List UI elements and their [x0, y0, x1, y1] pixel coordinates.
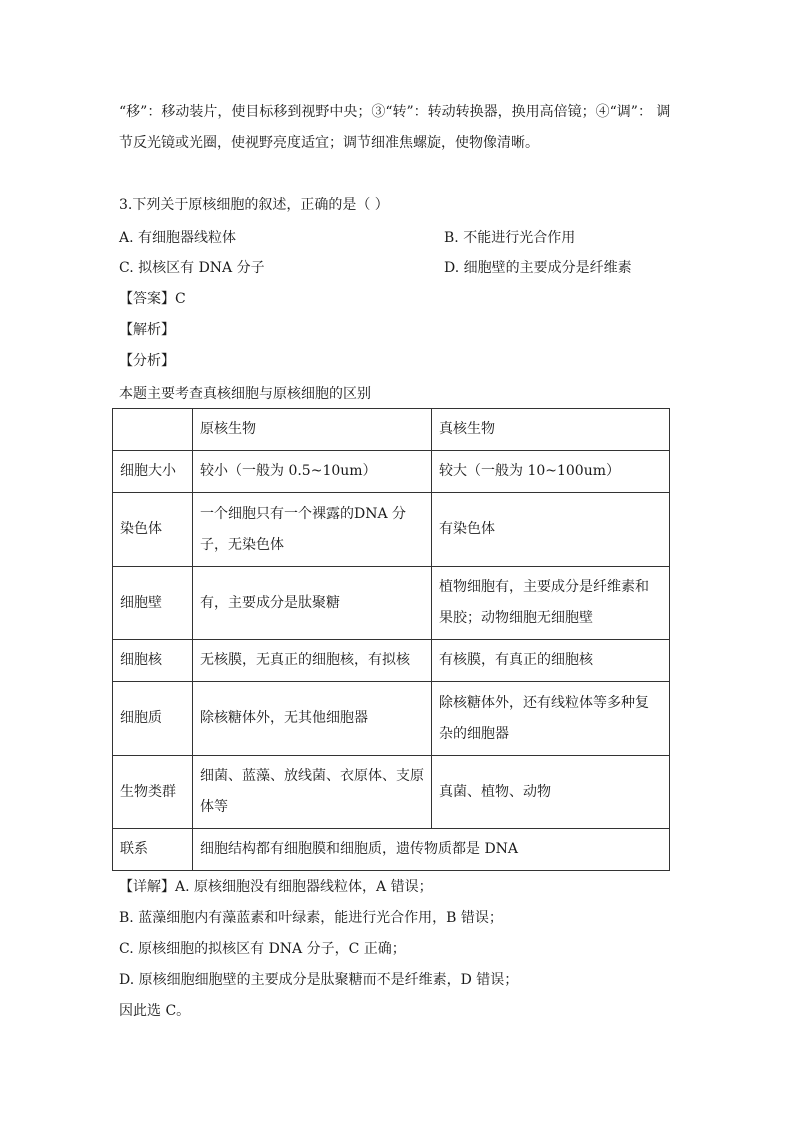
detail-line: 因此选 C。	[119, 1003, 191, 1019]
row-label: 细胞质	[113, 682, 193, 756]
table-row	[113, 682, 670, 756]
row-label: 染色体	[113, 493, 193, 567]
table-header-cell: 原核生物	[193, 409, 432, 451]
row-label: 生物类群	[113, 756, 193, 829]
answer-label: 【答案】C	[119, 291, 186, 307]
detail-line: C. 原核细胞的拟核区有 DNA 分子，C 正确；	[119, 941, 406, 957]
prokaryote-cell: 细菌、蓝藻、放线菌、衣原体、支原体等	[193, 756, 432, 829]
eukaryote-cell: 有核膜，有真正的细胞核	[432, 640, 670, 682]
question-stem: 3.下列关于原核细胞的叙述，正确的是（ ）	[119, 197, 389, 213]
option-a: A. 有细胞器线粒体	[119, 230, 237, 246]
comparison-table	[112, 408, 670, 871]
table-row	[113, 451, 670, 493]
row-label: 联系	[113, 829, 193, 871]
table-row	[113, 756, 670, 829]
row-label: 细胞大小	[113, 451, 193, 493]
analysis-label: 【解析】	[119, 322, 175, 338]
eukaryote-cell: 除核糖体外，还有线粒体等多种复杂的细胞器	[432, 682, 670, 756]
detail-line: D. 原核细胞细胞壁的主要成分是肽聚糖而不是纤维素，D 错误；	[119, 972, 519, 988]
row-label: 细胞核	[113, 640, 193, 682]
prokaryote-cell: 除核糖体外，无其他细胞器	[193, 682, 432, 756]
row-label: 细胞壁	[113, 567, 193, 640]
eukaryote-cell: 有染色体	[432, 493, 670, 567]
table-row	[113, 493, 670, 567]
eukaryote-cell: 较大（一般为 10~100um）	[432, 451, 670, 493]
relation-cell: 细胞结构都有细胞膜和细胞质，遗传物质都是 DNA	[193, 829, 670, 871]
prev-explanation-line-1: “移”：移动装片，使目标移到视野中央；③“转”：转动转换器，换用高倍镜；④“调”： 调	[119, 104, 671, 120]
prokaryote-cell: 一个细胞只有一个裸露的DNA 分子，无染色体	[193, 493, 432, 567]
table-intro: 本题主要考查真核细胞与原核细胞的区别	[119, 386, 371, 402]
option-b: B. 不能进行光合作用	[444, 230, 576, 246]
fenxi-label: 【分析】	[119, 353, 175, 369]
prokaryote-cell: 较小（一般为 0.5~10um）	[193, 451, 432, 493]
table-header-cell: 真核生物	[432, 409, 670, 451]
table-row	[113, 640, 670, 682]
prev-explanation-line-2: 节反光镜或光圈，使视野亮度适宜；调节细准焦螺旋，使物像清晰。	[119, 135, 539, 151]
table-header-row	[113, 409, 670, 451]
eukaryote-cell: 真菌、植物、动物	[432, 756, 670, 829]
prokaryote-cell: 有，主要成分是肽聚糖	[193, 567, 432, 640]
option-c: C. 拟核区有 DNA 分子	[119, 260, 265, 276]
prokaryote-cell: 无核膜，无真正的细胞核，有拟核	[193, 640, 432, 682]
table-row	[113, 567, 670, 640]
detail-line: B. 蓝藻细胞内有藻蓝素和叶绿素，能进行光合作用，B 错误；	[119, 910, 503, 926]
option-d: D. 细胞壁的主要成分是纤维素	[444, 260, 632, 276]
table-row-relation	[113, 829, 670, 871]
table-header-cell	[113, 409, 193, 451]
detail-line: 【详解】A. 原核细胞没有细胞器线粒体，A 错误；	[119, 879, 433, 895]
eukaryote-cell: 植物细胞有，主要成分是纤维素和果胶；动物细胞无细胞壁	[432, 567, 670, 640]
